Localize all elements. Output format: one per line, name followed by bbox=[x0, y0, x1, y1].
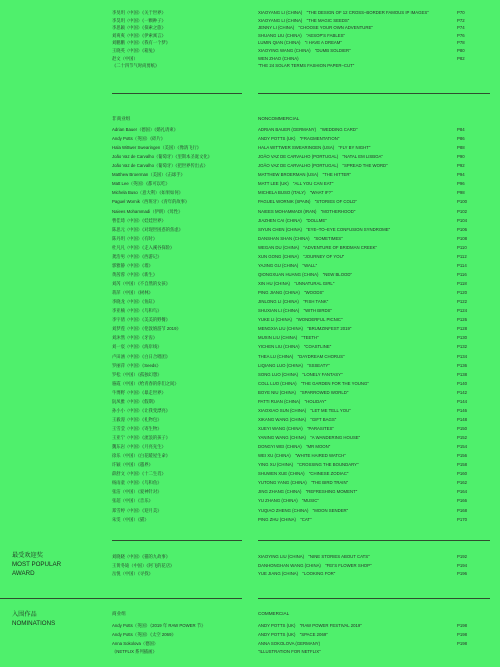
noncommercial-header-cn: 非商业组 bbox=[112, 116, 131, 121]
page-number: P132 bbox=[457, 344, 468, 350]
entry-title-en: MENGXIA LIU (CHINA) "BRUMZINFEST 2019" bbox=[258, 326, 352, 332]
page-number: P158 bbox=[457, 462, 468, 468]
entry-title-cn: 刘鹏鹏（中国）《我有一个梦》 bbox=[112, 40, 171, 46]
page-number: P110 bbox=[457, 244, 467, 250]
commercial-header-en: COMMERCIAL bbox=[258, 611, 290, 616]
entry-title-cn: 张洁（中国）《爱神针对》 bbox=[112, 489, 162, 495]
entry-title-cn: 《二十四节气时尚剪纸》 bbox=[112, 63, 160, 69]
page-number: P168 bbox=[457, 507, 468, 513]
entry-title-en: WEGAN DU (CHINA) "ADVENTURE OF BRIDMAN CREEK" bbox=[258, 244, 378, 250]
entry-title-en: NAIEES MOHAMMADI (IRAN) "MOTHERHOOD" bbox=[258, 208, 356, 214]
page-number: P130 bbox=[457, 335, 468, 341]
page-number: P78 bbox=[457, 40, 465, 46]
entry-title-cn: Matt Lee（英国）《都可以吃》 bbox=[112, 181, 170, 187]
page-number: P118 bbox=[457, 281, 467, 287]
entry-title-en: XIAOYING WANG (CHINA) "DUMB SOLDIER" bbox=[258, 48, 351, 53]
divider-top bbox=[112, 93, 242, 94]
entry-title-cn: 赵文（中国） bbox=[112, 55, 138, 61]
page-number: P198 bbox=[457, 640, 468, 646]
entry-title-en: THEA LU (CHINA) "DAYDREAM CHORUS" bbox=[258, 353, 345, 359]
entry-title-en: DANSHAN SHAN (CHINA) "SOMETIMES" bbox=[258, 235, 343, 241]
entry-title-en: XUN GONG (CHINA) "JOURNEY OF YOU" bbox=[258, 253, 345, 259]
entry-title-en: ANNA SOKOLOVA (GERMANY) bbox=[258, 640, 320, 646]
entry-title-cn: 《NETFLIX 系列插画》 bbox=[112, 649, 157, 655]
nominations-label-cn: 入围作品 bbox=[12, 611, 37, 618]
entry-title-en: "ILLUSTRATION FOR NETFLIX" bbox=[258, 649, 321, 655]
page-number: P148 bbox=[457, 416, 468, 422]
entry-title-cn: 阮凤雅（中国）《假期》 bbox=[112, 398, 158, 404]
entry-title-cn: 王亚宁（中国）《流浪的孩子》 bbox=[112, 435, 171, 441]
entry-title-cn: 刘晓晓（中国）《猫的九故事》 bbox=[112, 554, 171, 559]
entry-title-en: XIN HU (CHINA) "UNNATURAL GIRL" bbox=[258, 281, 335, 287]
entry-title-cn: 杜凡凡（中国）《走入溪谷探险》 bbox=[112, 244, 175, 250]
entry-title-cn: 魏东岩（中国）《月亮先生》 bbox=[112, 444, 166, 450]
entry-title-cn: 罗丽萍（中国）《Seeds》 bbox=[112, 362, 161, 368]
page-number: P106 bbox=[457, 226, 468, 232]
page-number: P80 bbox=[457, 48, 465, 53]
entry-title-cn: 岳悦（中国）《寻找》 bbox=[112, 571, 153, 576]
entry-title-en: MATT LEE (UK) "ALL YOU CAN EAT" bbox=[258, 181, 334, 187]
entry-title-cn: 罗松（中国）《孤独幻想》 bbox=[112, 371, 162, 377]
page-number: P136 bbox=[457, 362, 468, 368]
entry-title-en: HALA WITTWER SWEARINGEN (USA) "FLY BY NIGHT" bbox=[258, 145, 371, 151]
entry-title-cn: João Vaz de Carvalho（葡萄牙）《里斯本圣诞文化》 bbox=[112, 154, 212, 160]
page-number: P90 bbox=[457, 154, 465, 160]
entry-title-cn: 牛博野（中国）《暴走世界》 bbox=[112, 389, 166, 395]
page-number: P86 bbox=[457, 136, 465, 142]
entry-title-en: "THE 24 SOLAR TERMS FASHION PAPER–CUT" bbox=[258, 63, 355, 69]
entry-title-cn: 李亚楠（中国）《鸟和鸟》 bbox=[112, 308, 162, 314]
entry-title-cn: 曹佳琦（中国）《娃娃世界》 bbox=[112, 217, 166, 223]
entry-title-cn: 薛舒文（中国）《十二生肖》 bbox=[112, 471, 166, 477]
commercial-header-cn: 商业组 bbox=[112, 611, 126, 616]
entry-title-en: XUEYI WANG (CHINA) "PARASITES" bbox=[258, 425, 334, 431]
entry-title-cn: 陈思元（中国）《对现世困惑的焦虑》 bbox=[112, 226, 183, 232]
entry-title-en: JING ZHANG (CHINA) "REFRESHING MOMENT" bbox=[258, 489, 358, 495]
entry-title-cn: 李思颖（中国）《探索之旅》 bbox=[112, 25, 166, 31]
entry-title-en: JIAZHEN CAI (CHINA) "DOLLME" bbox=[258, 217, 327, 223]
entry-title-cn: Hala Wittwer Swearingen（美国）《像鸽飞行》 bbox=[112, 145, 202, 151]
entry-title-en: BOYE NIU (CHINA) "SPARROWED WORLD" bbox=[258, 389, 349, 395]
page-number: P116 bbox=[457, 271, 467, 277]
entry-title-en: SHUXIAN LI (CHINA) "WITH BIRDS" bbox=[258, 308, 332, 314]
entry-title-cn: 李旻玥（中国）《关于世界》 bbox=[112, 10, 166, 15]
entry-title-cn: 蒋萍（中国）《树林》 bbox=[112, 290, 153, 296]
page-number: P76 bbox=[457, 32, 465, 38]
page-number: P82 bbox=[457, 55, 465, 61]
entry-title-en: WEN ZHAO (CHINA) bbox=[258, 55, 299, 61]
entry-title-en: JOÃO VAZ DE CARVALHO (PORTUGAL) "SPREAD THE WORD" bbox=[258, 163, 388, 169]
entry-title-cn: 郑雪婷（中国）《迎月美》 bbox=[112, 507, 162, 513]
page-number: P166 bbox=[457, 498, 468, 504]
entry-title-cn: 张超（中国）《音乐》 bbox=[112, 498, 153, 504]
page-number: P128 bbox=[457, 326, 468, 332]
entry-title-cn: 骆霞（中国）《给青春的你们之间》 bbox=[112, 380, 179, 386]
entry-title-cn: Matthew Broerman（美国）《击球手》 bbox=[112, 172, 185, 178]
page-number: P152 bbox=[457, 435, 468, 441]
entry-title-en: XIAOYANG LI (CHINA) "THE MAGIC SEEDS" bbox=[258, 17, 350, 23]
entry-title-cn: 王黄冬迪（中国）《阿飞的花店》 bbox=[112, 562, 175, 568]
page-number: P196 bbox=[457, 571, 468, 576]
entry-title-cn: 刘沐然（中国）《牙齿》 bbox=[112, 335, 158, 341]
entry-title-cn: 陈丹玥（中国）《有时》 bbox=[112, 235, 158, 241]
divider-top-right bbox=[258, 93, 490, 94]
entry-title-en: LUMIN QIAN (CHINA) "I HAVE A DREAM" bbox=[258, 40, 342, 46]
page-number: P88 bbox=[457, 145, 465, 151]
entry-title-cn: Adrian Bauer（德国）《婚礼请柬》 bbox=[112, 127, 178, 132]
divider-low-right bbox=[258, 598, 490, 599]
entry-title-cn: Andy Potts（英国）《太空 2069》 bbox=[112, 631, 176, 637]
entry-title-en: JINLONG LI (CHINA) "FISH TANK" bbox=[258, 299, 329, 305]
entry-title-en: MUXIN LIU (CHINA) "TEETH" bbox=[258, 335, 319, 341]
entry-title-cn: 刘一宸（中国）《海岸线》 bbox=[112, 344, 162, 350]
entry-title-cn: Andy Potts（英国）《碎片》 bbox=[112, 136, 166, 142]
entry-title-cn: 郭雅静（中国）《墙》 bbox=[112, 262, 153, 268]
page-number: P142 bbox=[457, 389, 468, 395]
page-number: P194 bbox=[457, 562, 468, 568]
page-number: P198 bbox=[457, 623, 468, 628]
entry-title-cn: 卢田涵（中国）《白日合唱团》 bbox=[112, 353, 171, 359]
entry-title-cn: Andy Potts（英国）《2019 年 RAW POWER 节》 bbox=[112, 623, 206, 628]
page-number: P170 bbox=[457, 516, 468, 522]
page-number: P96 bbox=[457, 181, 465, 187]
entry-title-en: ANDY POTTS (UK) "FRAGMENTATION" bbox=[258, 136, 340, 142]
entry-title-cn: Paguel Wornik（西班牙）《青年的故事》 bbox=[112, 199, 190, 205]
entry-title-en: SONG LUO (CHINA) "LONELY FANTASY" bbox=[258, 371, 343, 377]
entry-title-en: YAJING GU (CHINA) "WALL" bbox=[258, 262, 318, 268]
page-number: P122 bbox=[457, 299, 468, 305]
entry-title-en: XIAOYANG LI (CHINA) "THE DESIGN OF 12 CROSS–BORDER FAMOUS IP IMAGES" bbox=[258, 10, 429, 15]
entry-title-cn: Michela Buso（意大利）《如果如何》 bbox=[112, 190, 183, 196]
entry-title-en: ANDY POTTS (UK) "SPACE 2069" bbox=[258, 631, 328, 637]
entry-title-cn: 李宇倩（中国）《美美的野餐》 bbox=[112, 317, 171, 323]
nominations-label-en: NOMINATIONS bbox=[12, 620, 56, 627]
popular-label-en-2: AWARD bbox=[12, 570, 35, 577]
page-number: P164 bbox=[457, 489, 468, 495]
page-number: P150 bbox=[457, 425, 468, 431]
entry-title-en: YANING WANG (CHINA) "A WANDERING HOUSE" bbox=[258, 435, 361, 441]
page-number: P144 bbox=[457, 398, 468, 404]
page-number: P160 bbox=[457, 471, 468, 477]
page-number: P192 bbox=[457, 554, 468, 559]
entry-title-cn: Anna Sokolova（德国） bbox=[112, 640, 159, 646]
entry-title-en: XIAOYING LIU (CHINA) "NINE STORIES ABOUT CATS" bbox=[258, 554, 370, 559]
entry-title-cn: João Vaz de Carvalho（葡萄牙）《把世界传出去》 bbox=[112, 163, 208, 169]
entry-title-cn: 李昊玥（中国）《一颗种子》 bbox=[112, 17, 166, 23]
entry-title-cn: Naiees Mohammadi（伊朗）《母性》 bbox=[112, 208, 183, 214]
noncommercial-header-en: NONCOMMERCIAL bbox=[258, 116, 300, 121]
entry-title-en: YUE JIANG (CHINA) "LOOKING FOR" bbox=[258, 571, 336, 576]
page-number: P104 bbox=[457, 217, 468, 223]
entry-title-en: YUQIAO ZHENG (CHINA) "MOON SENDER" bbox=[258, 507, 349, 513]
entry-title-en: JOÃO VAZ DE CARVALHO (PORTUGAL) "NATAL EM LISBOA" bbox=[258, 154, 383, 160]
entry-title-en: ADRIAN BAUER (GERMANY) "WEDDING CARD" bbox=[258, 127, 358, 132]
page-number: P138 bbox=[457, 371, 468, 377]
entry-title-cn: 王晓英（中国）《箱兔》 bbox=[112, 48, 158, 53]
entry-title-en: YICHEN LIU (CHINA) "COASTLINE" bbox=[258, 344, 332, 350]
entry-title-cn: 刘芮（中国）《不自然的女孩》 bbox=[112, 281, 171, 287]
entry-title-cn: 杨雨童（中国）《鸟和鱼》 bbox=[112, 480, 162, 486]
page-number: P162 bbox=[457, 480, 468, 486]
page-number: P102 bbox=[457, 208, 468, 214]
entry-title-cn: 王雪莹（中国）《寄生物》 bbox=[112, 425, 162, 431]
divider-low bbox=[0, 598, 242, 599]
page-number: P70 bbox=[457, 10, 465, 15]
entry-title-en: SHUWEN XUE (CHINA) "CHINESE ZODIAC" bbox=[258, 471, 349, 477]
page-number: P98 bbox=[457, 190, 465, 196]
entry-title-en: PATTI RUAN (CHINA) "HOLIDAY" bbox=[258, 398, 327, 404]
page-number: P198 bbox=[457, 631, 468, 637]
entry-title-cn: 刘梦莲（中国）《伦敦嬉游节 2019》 bbox=[112, 326, 181, 332]
page-number: P120 bbox=[457, 290, 468, 296]
entry-title-en: SHUANG LIU (CHINA) "AESOP'S FABLES" bbox=[258, 32, 345, 38]
entry-title-en: PING JIANG (CHINA) "WOODS" bbox=[258, 290, 324, 296]
entry-title-en: MICHELA BUSO (ITALY) "WHAT IF?" bbox=[258, 190, 333, 196]
page-number: P156 bbox=[457, 453, 468, 459]
page-number: P92 bbox=[457, 163, 465, 169]
entry-title-cn: 李晓龙（中国）《鱼缸》 bbox=[112, 299, 158, 305]
entry-title-cn: 徐乐（中国）《白花暖屋生命》 bbox=[112, 453, 171, 459]
entry-title-en: DANHONGHAN WANG (CHINA) "FEI'S FLOWER SHOP" bbox=[258, 562, 372, 568]
page-number: P146 bbox=[457, 407, 468, 413]
entry-title-en: DONGYI WEI (CHINA) "MR MOON" bbox=[258, 444, 331, 450]
entry-title-en: QIONGXUAN HUANG (CHINA) "NEW BLOOD" bbox=[258, 271, 353, 277]
entry-title-cn: 刘爽爽（中国）《伊索寓言》 bbox=[112, 32, 166, 38]
entry-title-en: YUTONG YANG (CHINA) "THE BIRD TRAIN" bbox=[258, 480, 349, 486]
entry-title-cn: 孙小小（中国）《让我变漂亮》 bbox=[112, 407, 171, 413]
entry-title-en: MATTHEW BROERMAN (USA) "THE HITTER" bbox=[258, 172, 351, 178]
popular-label-cn: 最受欢迎奖 bbox=[12, 552, 43, 559]
entry-title-en: YING XU (CHINA) "CROSSING THE BOUNDARY" bbox=[258, 462, 359, 468]
entry-title-cn: 许颖（中国）《越界》 bbox=[112, 462, 153, 468]
page-number: P100 bbox=[457, 199, 468, 205]
entry-title-cn: 黄茜蓉（中国）《新生》 bbox=[112, 271, 158, 277]
entry-title-cn: 朱雯（中国）《猫》 bbox=[112, 516, 149, 522]
page-number: P124 bbox=[457, 308, 468, 314]
page-number: P126 bbox=[457, 317, 468, 323]
page-number: P84 bbox=[457, 127, 465, 132]
page-number: P134 bbox=[457, 353, 468, 359]
entry-title-en: COLL LUO (CHINA) "THE GARDEN FOR THE YOUNG" bbox=[258, 380, 369, 386]
entry-title-en: LIQIANG LUO (CHINA) "SSSEATY" bbox=[258, 362, 330, 368]
page-number: P112 bbox=[457, 253, 467, 259]
entry-title-en: YUKE LI (CHINA) "WONDERFUL PICNIC" bbox=[258, 317, 343, 323]
page-number: P72 bbox=[457, 17, 465, 23]
entry-title-en: JENNY LI (CHINA) "CHOOSE YOUR OWN ADVENTURE" bbox=[258, 25, 373, 31]
divider-mid-right bbox=[258, 540, 490, 541]
divider-mid bbox=[112, 540, 242, 541]
entry-title-en: YU ZHANG (CHINA) "MUSIC" bbox=[258, 498, 319, 504]
entry-title-en: PAGUEL WORNIK (SPAIN) "STORIES OF COLD" bbox=[258, 199, 357, 205]
entry-title-en: PING ZHU (CHINA) "CAT" bbox=[258, 516, 312, 522]
entry-title-cn: 王毅漫（中国）《礼物包》 bbox=[112, 416, 162, 422]
page-number: P94 bbox=[457, 172, 465, 178]
entry-title-cn: 龚浩男（中国）《西游记》 bbox=[112, 253, 162, 259]
popular-label-en-1: MOST POPULAR bbox=[12, 561, 62, 568]
entry-title-en: ANDY POTTS (UK) "RAW POWER FESTIVAL 2019" bbox=[258, 623, 362, 628]
page-number: P154 bbox=[457, 444, 468, 450]
page-number: P140 bbox=[457, 380, 468, 386]
page-number: P74 bbox=[457, 25, 465, 31]
page-number: P108 bbox=[457, 235, 468, 241]
entry-title-en: XIKANG WANG (CHINA) "GIFT BAGS" bbox=[258, 416, 337, 422]
page-number: P114 bbox=[457, 262, 467, 268]
entry-title-en: WEI XU (CHINA) "WHITE HAIRED WATCH" bbox=[258, 453, 346, 459]
entry-title-en: XIAOXIAO SUN (CHINA) "LET ME TELL YOU" bbox=[258, 407, 351, 413]
entry-title-en: SIYUN CHEN (CHINA) "EYE–TO–EYE CONFUSION SYNDROME" bbox=[258, 226, 391, 232]
